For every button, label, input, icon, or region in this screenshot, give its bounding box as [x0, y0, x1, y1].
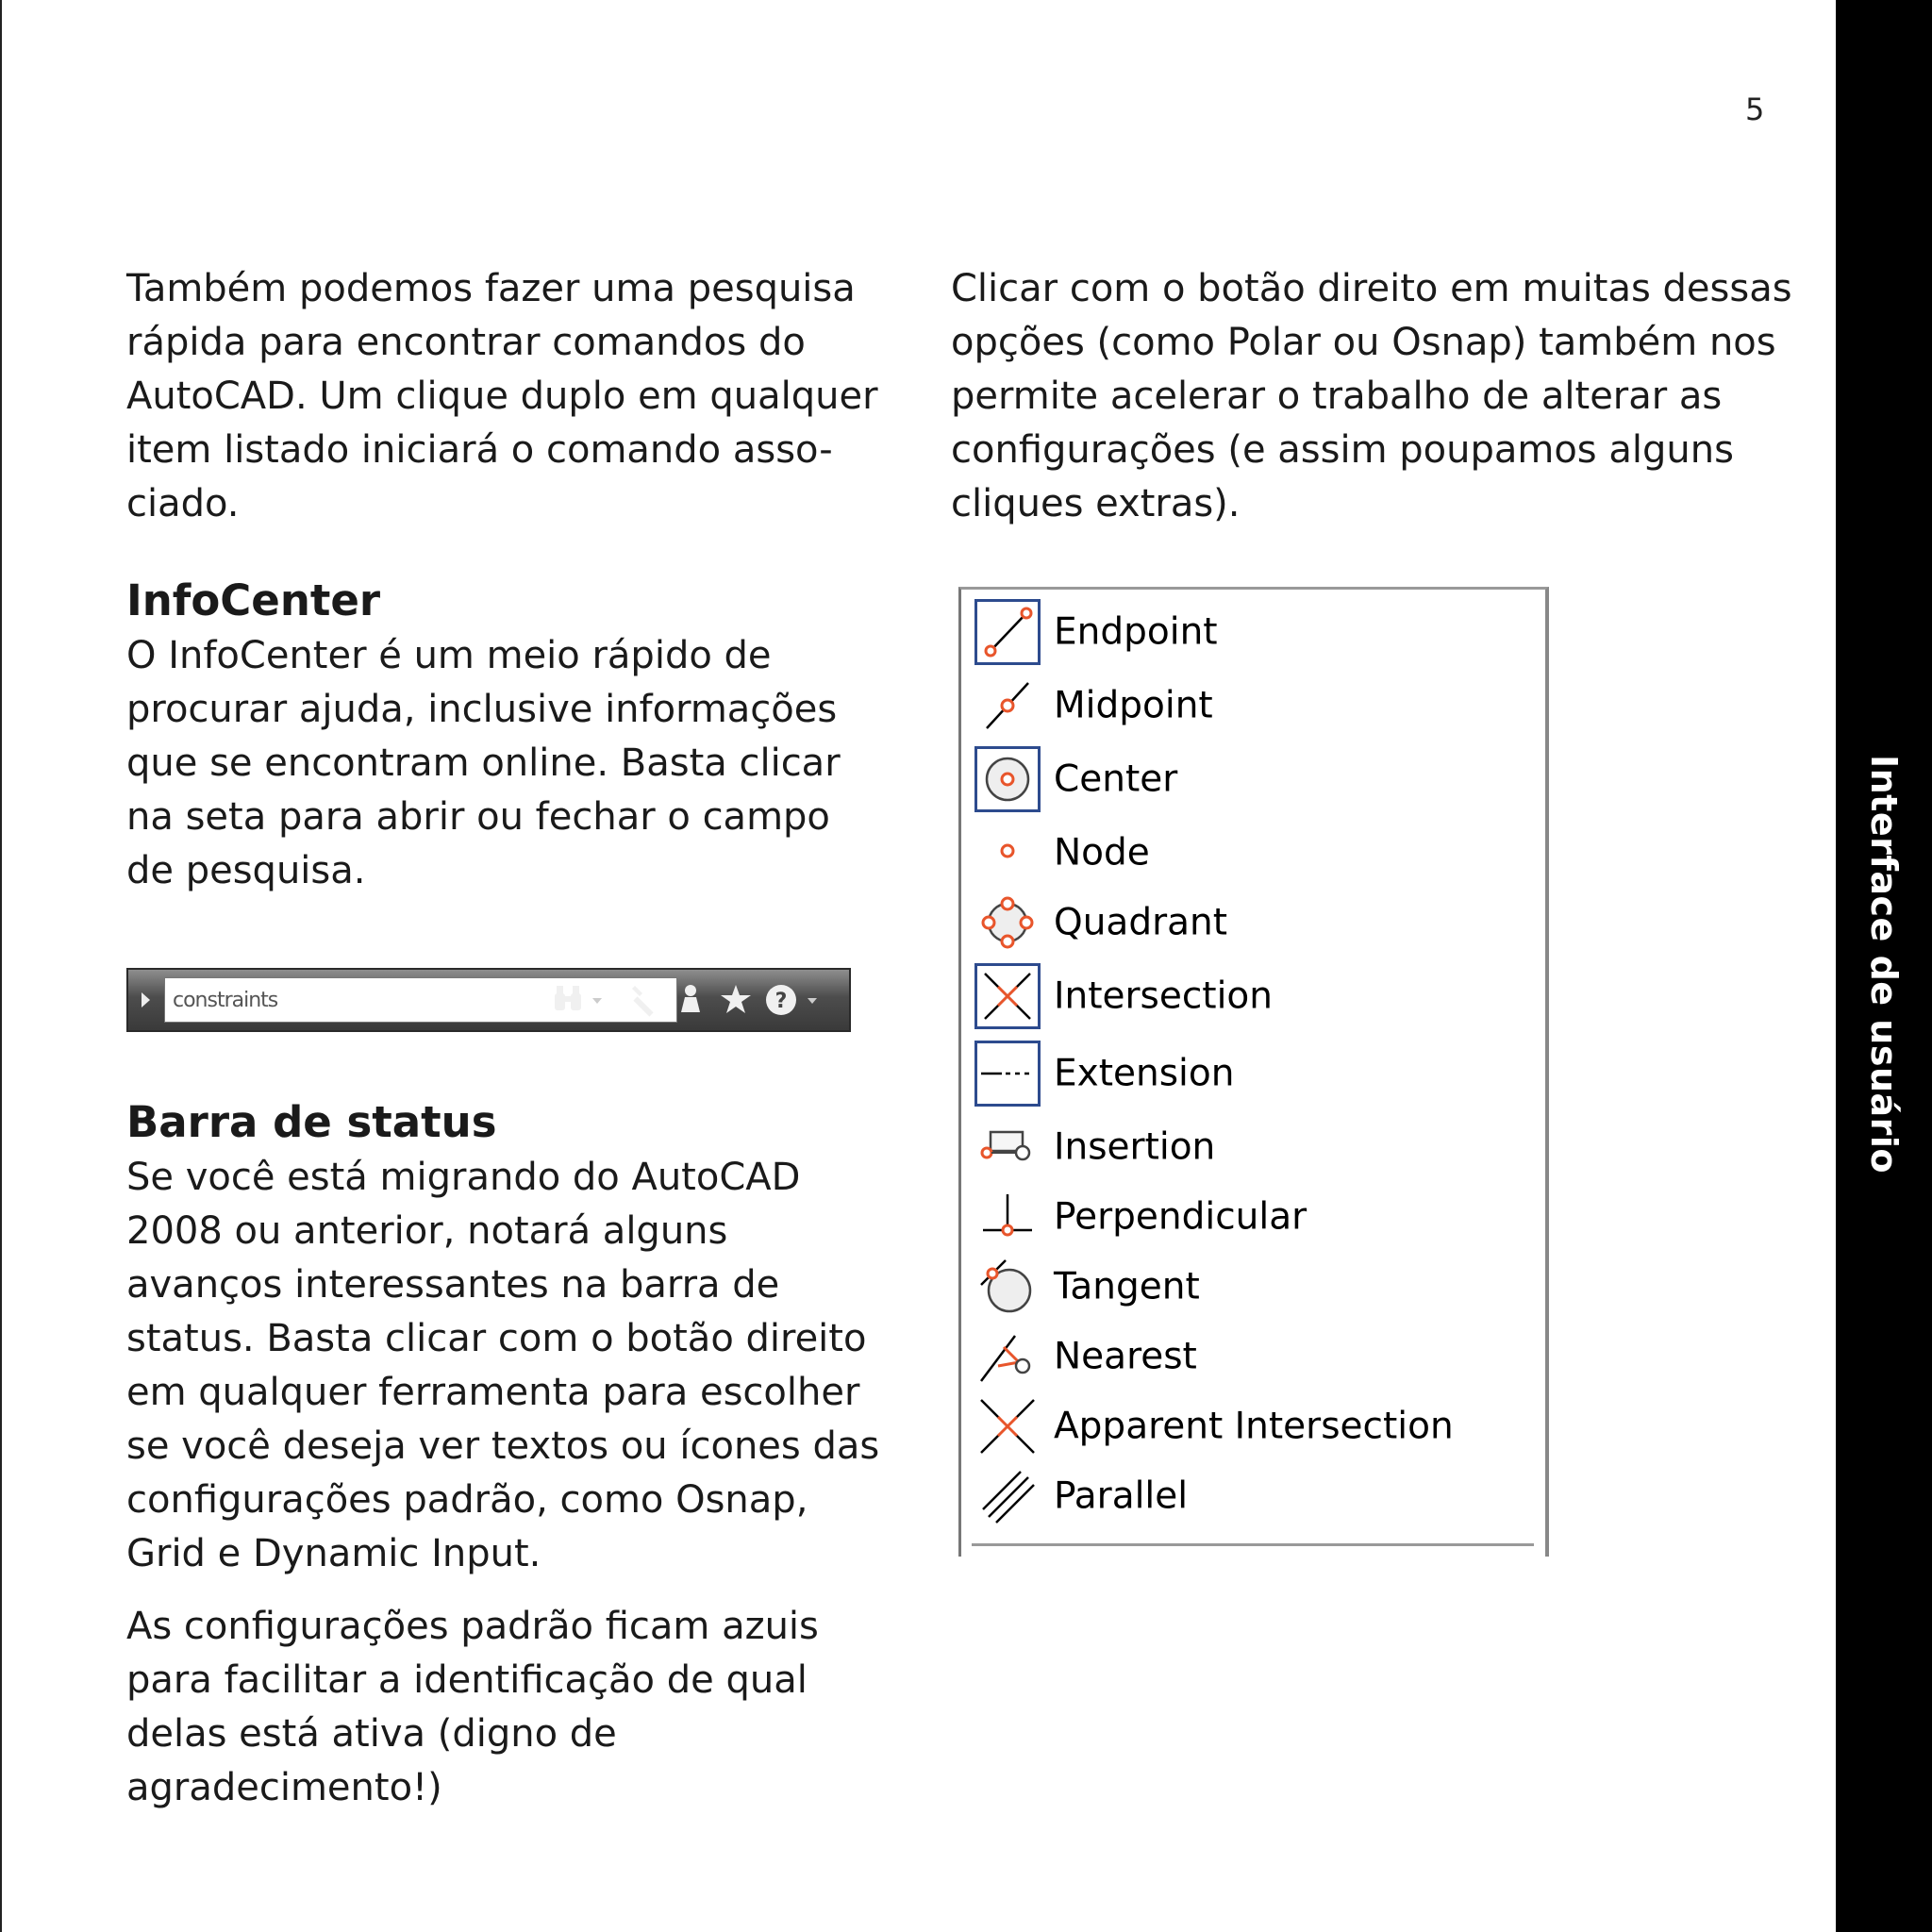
- osnap-item-tangent[interactable]: [961, 1254, 1527, 1320]
- osnap-item-extension[interactable]: [961, 1041, 1527, 1107]
- quadrant-icon: [974, 890, 1041, 956]
- svg-text:?: ?: [774, 990, 788, 1013]
- perpendicular-icon: [974, 1184, 1041, 1250]
- endpoint-icon: [974, 599, 1041, 665]
- osnap-item-insertion[interactable]: [961, 1114, 1527, 1180]
- left-column: [126, 262, 881, 898]
- midpoint-icon: [974, 673, 1041, 739]
- status-bar-paragraph: Se você está migrando do AutoCAD 2008 ou anterior, notará alguns avanços interessantes na barra de status. Basta clicar com o botão direito em qualquer ferramenta para escolher se você deseja ver textos ou ícones das configurações padrão, como Osnap, Grid e Dynamic Input.: [126, 1156, 880, 1575]
- osnap-item-label: Midpoint: [1054, 684, 1213, 727]
- osnap-item-label: Nearest: [1054, 1335, 1197, 1378]
- osnap-item-label: Insertion: [1054, 1125, 1216, 1169]
- osnap-item-node[interactable]: [961, 820, 1527, 886]
- right-column: [951, 262, 1800, 531]
- osnap-item-apparent-intersection[interactable]: [961, 1393, 1527, 1459]
- infocenter-paragraph: O InfoCenter é um meio rápido de procurar ajuda, inclusive informações que se encontram online. Basta clicar na seta para abrir ou fechar o campo de pesquisa.: [126, 634, 841, 892]
- intro-paragraph: Também podemos fazer uma pesquisa rápida para encontrar comandos do AutoCAD. Um clique duplo em qualquer item listado iniciará o comando asso-ciado.: [126, 267, 878, 525]
- osnap-item-label: Node: [1054, 831, 1150, 874]
- status-bar-heading: Barra de status: [126, 1097, 497, 1147]
- osnap-item-label: Quadrant: [1054, 901, 1228, 944]
- osnap-item-quadrant[interactable]: [961, 890, 1527, 956]
- help-icon[interactable]: [762, 982, 800, 1020]
- help-dropdown-icon[interactable]: [808, 998, 817, 1004]
- insertion-icon: [974, 1114, 1041, 1180]
- expand-arrow-icon[interactable]: [142, 992, 150, 1008]
- osnap-item-label: Apparent Intersection: [1054, 1405, 1454, 1448]
- osnap-item-label: Intersection: [1054, 974, 1274, 1018]
- infocenter-heading: InfoCenter: [126, 575, 381, 625]
- side-tab-label: Interface de usuário: [1863, 754, 1905, 1174]
- binoculars-icon[interactable]: [549, 982, 587, 1020]
- extension-icon: [974, 1041, 1041, 1107]
- nearest-icon: [974, 1324, 1041, 1390]
- osnap-item-label: Tangent: [1054, 1265, 1200, 1308]
- osnap-item-intersection[interactable]: [961, 963, 1527, 1029]
- infocenter-toolbar: [126, 968, 851, 1032]
- wrench-icon[interactable]: [626, 982, 664, 1020]
- osnap-item-midpoint[interactable]: [961, 673, 1527, 739]
- right-paragraph: Clicar com o botão direito em muitas dessas opções (como Polar ou Osnap) também nos permite acelerar o trabalho de alterar as configurações (e assim poupamos alguns cliques extras).: [951, 267, 1792, 525]
- osnap-item-endpoint[interactable]: [961, 599, 1527, 665]
- osnap-item-label: Perpendicular: [1054, 1195, 1307, 1239]
- osnap-menu-divider: [972, 1543, 1534, 1546]
- star-icon[interactable]: [717, 982, 755, 1020]
- node-icon: [974, 820, 1041, 886]
- osnap-item-label: Extension: [1054, 1052, 1235, 1095]
- binoculars-dropdown-icon[interactable]: [592, 998, 602, 1004]
- status-bar-paragraph-2: As configurações padrão ficam azuis para facilitar a identificação de qual delas está ativa (digno de agradecimento!): [126, 1605, 819, 1809]
- osnap-item-center[interactable]: [961, 746, 1527, 812]
- person-icon[interactable]: [672, 982, 709, 1020]
- apparent-intersection-icon: [974, 1393, 1041, 1459]
- osnap-item-parallel[interactable]: [961, 1463, 1527, 1529]
- tangent-icon: [974, 1254, 1041, 1320]
- left-page-rule: [0, 0, 2, 1932]
- parallel-icon: [974, 1463, 1041, 1529]
- osnap-context-menu: [958, 587, 1549, 1557]
- osnap-item-label: Center: [1054, 758, 1178, 801]
- osnap-item-perpendicular[interactable]: [961, 1184, 1527, 1250]
- left-column-lower: [126, 1094, 881, 1815]
- page-number: 5: [1745, 92, 1765, 127]
- center-icon: [974, 746, 1041, 812]
- osnap-item-label: Endpoint: [1054, 610, 1218, 654]
- osnap-item-nearest[interactable]: [961, 1324, 1527, 1390]
- osnap-item-label: Parallel: [1054, 1474, 1189, 1518]
- intersection-icon: [974, 963, 1041, 1029]
